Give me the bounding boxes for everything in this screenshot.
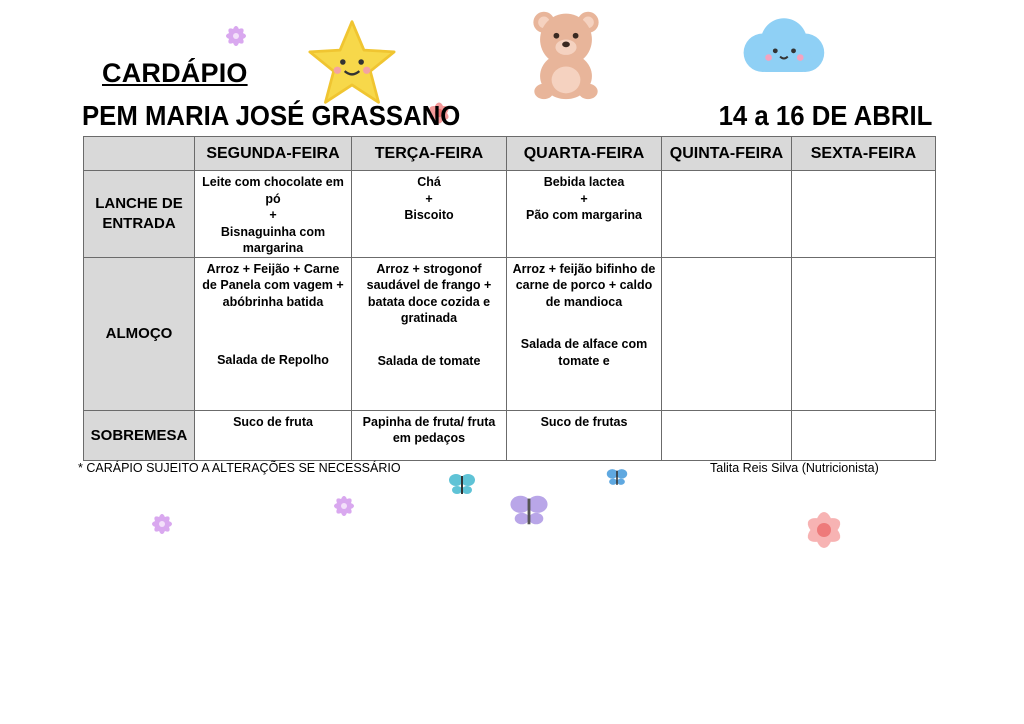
cloud-icon xyxy=(734,12,830,82)
menu-line: Papinha de fruta/ fruta xyxy=(362,414,496,429)
page-title: CARDÁPIO xyxy=(102,58,248,88)
menu-line: saudável de frango + xyxy=(366,278,492,292)
flower-icon xyxy=(326,488,362,524)
menu-line: + xyxy=(269,208,277,222)
table-header-row xyxy=(84,137,936,171)
butterfly-icon xyxy=(448,470,476,498)
menu-cell-empty xyxy=(792,171,936,258)
flower-icon xyxy=(144,506,180,542)
menu-cell xyxy=(195,171,352,258)
rose-icon xyxy=(794,506,854,554)
meal-label-line: LANCHE DE xyxy=(95,194,183,212)
menu-cell xyxy=(507,410,662,460)
table-row xyxy=(84,257,936,410)
menu-cell xyxy=(195,257,352,410)
day-header: TERÇA-FEIRA xyxy=(352,137,507,171)
school-name: PEM MARIA JOSÉ GRASSANO xyxy=(82,100,461,131)
menu-table xyxy=(83,136,936,461)
menu-cell xyxy=(352,257,507,410)
butterfly-icon xyxy=(606,466,628,488)
menu-line: Arroz + feijão bifinho de xyxy=(512,261,656,276)
menu-line: Chá xyxy=(417,175,441,189)
menu-line: Suco de frutas xyxy=(540,414,628,429)
menu-cell-empty xyxy=(792,257,936,410)
day-header: QUINTA-FEIRA xyxy=(662,137,792,171)
menu-line: Leite com chocolate em xyxy=(202,175,344,189)
menu-line: gratinada xyxy=(400,311,458,325)
menu-line: pó xyxy=(265,191,281,206)
menu-cell-empty xyxy=(662,257,792,410)
menu-line: abóbrinha batida xyxy=(222,294,324,309)
corner-cell xyxy=(84,137,195,171)
menu-cell-empty xyxy=(792,410,936,460)
menu-line: Salada de Repolho xyxy=(217,353,329,367)
menu-line: margarina xyxy=(242,241,304,255)
menu-line: Arroz + Feijão + Carne xyxy=(206,261,340,276)
flower-icon xyxy=(218,18,254,54)
menu-cell-empty xyxy=(662,171,792,258)
menu-line: em pedaços xyxy=(392,431,466,445)
date-range: 14 a 16 DE ABRIL xyxy=(718,100,932,131)
menu-line: Arroz + strogonof xyxy=(376,261,482,276)
menu-cell xyxy=(352,410,507,460)
menu-line: Pão com margarina xyxy=(525,208,642,222)
menu-line: de mandioca xyxy=(545,294,623,309)
menu-line: batata doce cozida e xyxy=(367,294,491,309)
menu-line: Bisnaguinha com xyxy=(220,224,326,239)
menu-cell-empty xyxy=(662,410,792,460)
menu-line: Biscoito xyxy=(404,208,454,222)
meal-label: ALMOÇO xyxy=(84,257,195,410)
menu-line: Salada de tomate xyxy=(377,353,481,368)
butterfly-icon xyxy=(506,490,552,530)
day-header: SEGUNDA-FEIRA xyxy=(195,137,352,171)
menu-line: Suco de fruta xyxy=(233,414,313,429)
disclaimer-note: * CARÁPIO SUJEITO A ALTERAÇÕES SE NECESSÁRIO xyxy=(78,461,401,475)
day-header: QUARTA-FEIRA xyxy=(507,137,662,171)
meal-label: SOBREMESA xyxy=(84,410,195,460)
menu-line: + xyxy=(425,191,433,206)
menu-cell xyxy=(195,410,352,460)
menu-line: Salada de alface com xyxy=(520,337,648,351)
menu-cell xyxy=(507,171,662,258)
menu-line: + xyxy=(580,191,588,206)
menu-line: de Panela com vagem + xyxy=(202,278,344,292)
meal-label-line: ENTRADA xyxy=(102,214,176,232)
teddy-bear-icon xyxy=(518,4,614,102)
day-header: SEXTA-FEIRA xyxy=(792,137,936,171)
nutritionist-signature: Talita Reis Silva (Nutricionista) xyxy=(710,461,879,475)
star-icon xyxy=(306,18,398,106)
menu-line: tomate e xyxy=(558,353,610,368)
menu-cell xyxy=(352,171,507,258)
menu-line: carne de porco + caldo xyxy=(515,278,653,292)
table-row xyxy=(84,410,936,460)
menu-cell xyxy=(507,257,662,410)
menu-line: Bebida lactea xyxy=(543,175,625,189)
table-row xyxy=(84,171,936,258)
meal-label xyxy=(84,171,195,258)
